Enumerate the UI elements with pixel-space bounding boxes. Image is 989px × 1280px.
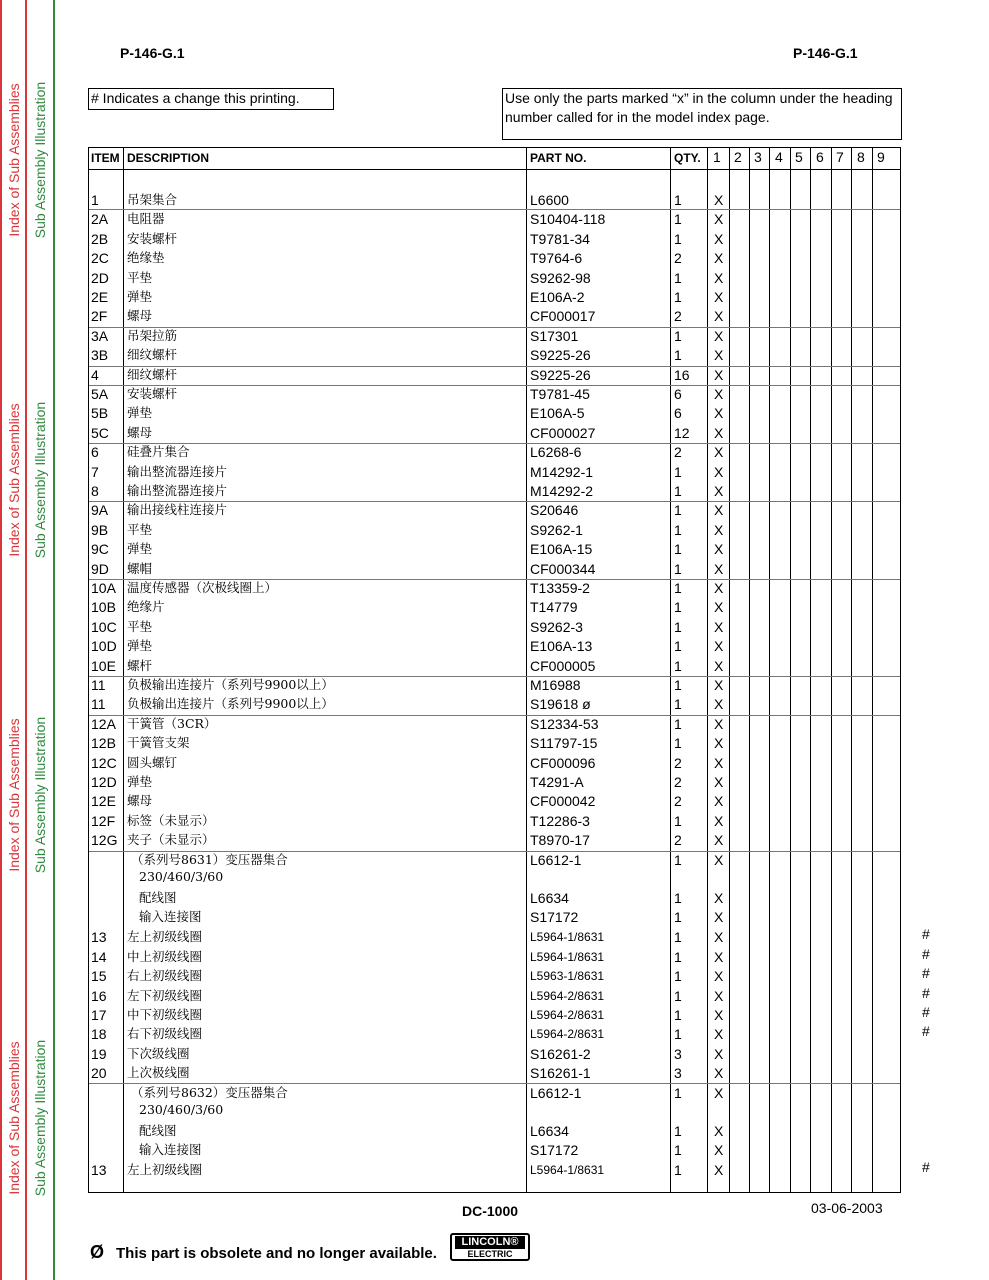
model-1-mark: X (714, 793, 724, 810)
part-number: L6268-6 (530, 444, 582, 461)
item-number: 9B (91, 521, 109, 538)
group-separator (89, 443, 901, 444)
item-number: 5B (91, 405, 109, 422)
part-number: L5964-2/8631 (530, 1008, 605, 1022)
part-description: 230/460/3/60 (139, 869, 224, 884)
item-number: 18 (91, 1026, 107, 1042)
model-1-mark: X (714, 774, 724, 790)
quantity: 2 (674, 793, 682, 810)
item-number: 1 (91, 192, 99, 208)
part-description: 右下初级线圈 (127, 1026, 203, 1041)
part-description: 标签（未显示） (127, 812, 215, 828)
page-code-right: P-146-G.1 (793, 45, 858, 61)
part-number: CF000042 (530, 793, 596, 810)
item-number: 2A (91, 211, 109, 228)
nav-link-sub-assembly-illustration[interactable]: Sub Assembly Illustration (32, 1039, 48, 1197)
item-number: 2C (91, 250, 109, 267)
part-number: S17172 (530, 1142, 579, 1158)
quantity: 1 (674, 638, 682, 655)
part-description: （系列号8632）变压器集合 (131, 1085, 288, 1100)
part-number: T12286-3 (530, 812, 590, 829)
model-1-mark: X (714, 1046, 724, 1062)
nav-link-index-of-sub-assemblies[interactable]: Index of Sub Assemblies (5, 1041, 22, 1195)
model-1-mark: X (714, 560, 724, 577)
model-1-mark: X (714, 289, 724, 305)
part-description: 左上初级线圈 (127, 1162, 203, 1177)
model-1-mark: X (714, 580, 724, 596)
quantity: 1 (674, 1123, 682, 1139)
item-number: 12F (91, 812, 116, 829)
part-number: L5963-1/8631 (530, 969, 605, 983)
part-description: 螺母 (127, 793, 153, 809)
quantity: 1 (674, 521, 682, 538)
part-description: 圆头螺钉 (127, 754, 178, 770)
quantity: 12 (674, 424, 690, 441)
part-number: S9225-26 (530, 366, 591, 383)
quantity: 2 (674, 774, 682, 790)
quantity: 3 (674, 1065, 682, 1081)
obsolete-text: This part is obsolete and no longer available. (116, 1245, 437, 1262)
nav-link-index-of-sub-assemblies[interactable]: Index of Sub Assemblies (5, 403, 22, 557)
header-qty: QTY. (674, 151, 701, 165)
part-number: T13359-2 (530, 580, 590, 596)
part-number: L6634 (530, 1123, 569, 1139)
item-number: 12B (91, 735, 116, 752)
part-number: S20646 (530, 502, 579, 519)
part-description: 螺母 (127, 308, 153, 324)
part-number: S10404-118 (530, 211, 606, 228)
quantity: 1 (674, 269, 682, 286)
model-1-mark: X (714, 1007, 724, 1023)
header-item: ITEM (91, 151, 120, 165)
quantity: 1 (674, 812, 682, 829)
item-number: 3B (91, 347, 109, 364)
model-1-mark: X (714, 405, 724, 422)
quantity: 1 (674, 1142, 682, 1158)
quantity: 2 (674, 832, 682, 849)
model-1-mark: X (714, 192, 724, 208)
header-model-6: 6 (816, 149, 824, 165)
part-description: 负极输出连接片（系列号9900以上） (127, 677, 334, 692)
part-description: 安装螺杆 (127, 230, 178, 246)
model-1-mark: X (714, 230, 724, 247)
part-description: 下次级线圈 (127, 1046, 190, 1061)
print-date: 03-06-2003 (811, 1200, 883, 1216)
model-1-mark: X (714, 638, 724, 655)
group-separator (89, 209, 901, 210)
item-number: 10C (91, 618, 117, 635)
model-1-mark: X (714, 949, 724, 965)
logo-lincoln: LINCOLN® (455, 1236, 525, 1249)
part-description: 配线图 (139, 890, 177, 905)
part-number: L5964-1/8631 (530, 930, 605, 944)
item-number: 12D (91, 774, 117, 790)
quantity: 1 (674, 657, 682, 674)
change-marker: # (922, 946, 930, 962)
quantity: 1 (674, 735, 682, 752)
item-number: 10B (91, 599, 116, 616)
part-number: S16261-1 (530, 1065, 591, 1081)
model-1-mark: X (714, 269, 724, 286)
part-description: 左上初级线圈 (127, 929, 203, 944)
header-model-7: 7 (836, 149, 844, 165)
part-description: 绝缘垫 (127, 250, 165, 266)
item-number: 16 (91, 988, 107, 1004)
item-number: 11 (91, 677, 106, 693)
model-1-mark: X (714, 211, 724, 228)
item-number: 17 (91, 1007, 107, 1023)
quantity: 1 (674, 230, 682, 247)
part-description: 螺杆 (127, 657, 153, 673)
model-1-mark: X (714, 754, 724, 771)
part-description: 负极输出连接片（系列号9900以上） (127, 696, 334, 712)
model-1-mark: X (714, 968, 724, 984)
part-description: 左下初级线圈 (127, 988, 203, 1003)
part-number: E106A-2 (530, 289, 585, 305)
header-model-4: 4 (775, 149, 783, 165)
nav-link-index-of-sub-assemblies[interactable]: Index of Sub Assemblies (5, 83, 22, 237)
model-1-mark: X (714, 483, 724, 499)
part-description: 右上初级线圈 (127, 968, 203, 983)
header-part-no: PART NO. (530, 151, 587, 165)
part-description: 硅叠片集合 (127, 444, 190, 460)
item-number: 14 (91, 949, 107, 965)
part-number: T4291-A (530, 774, 584, 790)
quantity: 1 (674, 289, 682, 305)
part-number: L5964-1/8631 (530, 950, 605, 964)
part-description: 夹子（未显示） (127, 832, 215, 848)
obsolete-note (90, 1242, 437, 1263)
part-description: 平垫 (127, 521, 153, 537)
part-description: 平垫 (127, 269, 153, 285)
part-description: 输出接线柱连接片 (127, 502, 228, 518)
part-number: S16261-2 (530, 1046, 591, 1062)
model-1-mark: X (714, 541, 724, 558)
quantity: 1 (674, 599, 682, 616)
change-marker: # (922, 1004, 930, 1020)
change-note: # Indicates a change this printing. (88, 88, 334, 110)
model-1-mark: X (714, 657, 724, 674)
part-number: S9262-98 (530, 269, 591, 286)
quantity: 1 (674, 677, 682, 693)
nav-link-sub-assembly-illustration[interactable]: Sub Assembly Illustration (32, 401, 48, 559)
quantity: 1 (674, 1162, 682, 1178)
model-1-mark: X (714, 988, 724, 1004)
part-description: 中下初级线圈 (127, 1007, 203, 1022)
quantity: 1 (674, 949, 682, 965)
part-number: L6612-1 (530, 852, 582, 868)
part-number: T8970-17 (530, 832, 590, 849)
header-model-8: 8 (857, 149, 865, 165)
model-1-mark: X (714, 929, 724, 945)
quantity: 16 (674, 366, 690, 383)
part-number: E106A-5 (530, 405, 585, 422)
header-description: DESCRIPTION (127, 151, 210, 165)
quantity: 1 (674, 618, 682, 635)
model-1-mark: X (714, 502, 724, 519)
item-number: 10D (91, 638, 117, 655)
part-description: 吊架拉筋 (127, 327, 178, 343)
header-model-1: 1 (713, 149, 721, 165)
part-number: L6600 (530, 192, 569, 208)
part-number: L5964-2/8631 (530, 1027, 605, 1041)
model-1-mark: X (714, 1123, 724, 1139)
part-number: S17301 (530, 327, 579, 344)
quantity: 1 (674, 968, 682, 984)
group-separator (89, 385, 901, 386)
model-1-mark: X (714, 618, 724, 635)
model-1-mark: X (714, 735, 724, 752)
part-number: L6634 (530, 890, 569, 906)
quantity: 1 (674, 1007, 682, 1023)
part-number: L5964-2/8631 (530, 989, 605, 1003)
model-1-mark: X (714, 250, 724, 267)
item-number: 10E (91, 657, 116, 674)
header-model-9: 9 (877, 149, 885, 165)
quantity: 1 (674, 696, 682, 713)
change-marker: # (922, 926, 930, 942)
model-1-mark: X (714, 715, 724, 732)
item-number: 7 (91, 463, 99, 480)
item-number: 8 (91, 483, 99, 499)
item-number: 9A (91, 502, 109, 519)
group-separator (89, 327, 901, 328)
part-description: 细纹螺杆 (127, 366, 178, 382)
quantity: 1 (674, 852, 682, 868)
part-number: M14292-1 (530, 463, 594, 480)
part-description: 输出整流器连接片 (127, 483, 228, 498)
model-1-mark: X (714, 308, 724, 325)
nav-strip-index (0, 0, 27, 1280)
part-description: 弹垫 (127, 541, 153, 557)
quantity: 1 (674, 929, 682, 945)
part-description: 干簧管（3CR） (127, 715, 217, 731)
part-number: T9781-45 (530, 386, 590, 402)
model-1-mark: X (714, 347, 724, 364)
item-number: 2E (91, 289, 109, 305)
item-number: 9C (91, 541, 109, 558)
part-description: 中上初级线圈 (127, 949, 203, 964)
item-number: 15 (91, 968, 107, 984)
part-description: 230/460/3/60 (139, 1102, 224, 1117)
model-1-mark: X (714, 1065, 724, 1081)
quantity: 2 (674, 250, 682, 267)
quantity: 6 (674, 386, 682, 402)
part-number: T9781-34 (530, 230, 590, 247)
quantity: 1 (674, 988, 682, 1004)
part-number: S12334-53 (530, 715, 599, 732)
part-number: CF000017 (530, 308, 596, 325)
item-number: 2F (91, 308, 108, 325)
quantity: 1 (674, 909, 682, 925)
item-number: 5C (91, 424, 109, 441)
part-number: CF000096 (530, 754, 596, 771)
quantity: 1 (674, 502, 682, 519)
model-1-mark: X (714, 1026, 724, 1042)
part-number: S19618 ø (530, 696, 591, 713)
change-marker: # (922, 1159, 930, 1175)
item-number: 2B (91, 230, 109, 247)
page-code-left: P-146-G.1 (120, 45, 185, 61)
part-number: L5964-1/8631 (530, 1163, 605, 1177)
part-description: 输入连接图 (139, 909, 202, 924)
part-number: S9225-26 (530, 347, 591, 364)
obsolete-symbol: Ø (90, 1242, 105, 1262)
item-number: 2D (91, 269, 109, 286)
model-1-mark: X (714, 1085, 724, 1101)
part-description: 干簧管支架 (127, 735, 190, 751)
model-1-mark: X (714, 463, 724, 480)
part-number: S11797-15 (530, 735, 598, 752)
item-number: 5A (91, 386, 109, 402)
part-description: 平垫 (127, 618, 153, 634)
model-name: DC-1000 (462, 1203, 519, 1219)
part-number: S17172 (530, 909, 579, 925)
part-description: 电阻器 (127, 211, 165, 227)
part-number: E106A-15 (530, 541, 593, 558)
quantity: 1 (674, 347, 682, 364)
part-number: CF000027 (530, 424, 596, 441)
model-1-mark: X (714, 696, 724, 713)
header-model-5: 5 (795, 149, 803, 165)
usage-note: Use only the parts marked “x” in the column under the heading number called for in the model index page. (502, 88, 902, 140)
change-marker: # (922, 1023, 930, 1039)
quantity: 1 (674, 541, 682, 558)
quantity: 3 (674, 1046, 682, 1062)
part-number: T14779 (530, 599, 578, 616)
item-number: 12C (91, 754, 117, 771)
model-1-mark: X (714, 677, 724, 693)
quantity: 1 (674, 890, 682, 906)
change-marker: # (922, 965, 930, 981)
quantity: 1 (674, 463, 682, 480)
quantity: 1 (674, 1026, 682, 1042)
part-number: T9764-6 (530, 250, 583, 267)
part-description: 细纹螺杆 (127, 347, 178, 363)
item-number: 3A (91, 327, 109, 344)
nav-link-sub-assembly-illustration[interactable]: Sub Assembly Illustration (32, 81, 48, 239)
quantity: 1 (674, 715, 682, 732)
part-description: （系列号8631）变压器集合 (131, 852, 288, 867)
item-number: 13 (91, 1162, 107, 1178)
quantity: 1 (674, 211, 682, 228)
item-number: 10A (91, 580, 116, 596)
quantity: 1 (674, 560, 682, 577)
part-description: 弹垫 (127, 638, 153, 654)
quantity: 2 (674, 444, 682, 461)
item-number: 12G (91, 832, 118, 849)
lincoln-electric-logo (450, 1233, 530, 1261)
nav-link-sub-assembly-illustration[interactable]: Sub Assembly Illustration (32, 716, 48, 874)
part-description: 吊架集合 (127, 192, 178, 207)
item-number: 6 (91, 444, 99, 461)
quantity: 1 (674, 192, 682, 208)
item-number: 11 (91, 696, 106, 713)
item-number: 12A (91, 715, 116, 732)
item-number: 20 (91, 1065, 107, 1081)
part-description: 绝缘片 (127, 599, 165, 615)
model-1-mark: X (714, 1142, 724, 1158)
quantity: 2 (674, 308, 682, 325)
quantity: 2 (674, 754, 682, 771)
group-separator (89, 1083, 901, 1084)
model-1-mark: X (714, 521, 724, 538)
part-number: L6612-1 (530, 1085, 582, 1101)
model-1-mark: X (714, 599, 724, 616)
model-1-mark: X (714, 424, 724, 441)
model-1-mark: X (714, 444, 724, 461)
part-description: 安装螺杆 (127, 386, 178, 401)
group-separator (89, 366, 901, 367)
part-description: 输入连接图 (139, 1142, 202, 1157)
item-number: 12E (91, 793, 116, 810)
item-number: 4 (91, 366, 99, 383)
model-1-mark: X (714, 852, 724, 868)
model-1-mark: X (714, 832, 724, 849)
part-description: 温度传感器（次极线圈上） (127, 580, 278, 595)
nav-link-index-of-sub-assemblies[interactable]: Index of Sub Assemblies (5, 718, 22, 872)
part-description: 输出整流器连接片 (127, 463, 228, 479)
part-description: 弹垫 (127, 405, 153, 421)
model-1-mark: X (714, 812, 724, 829)
part-number: M14292-2 (530, 483, 594, 499)
nav-strip-illustration (27, 0, 55, 1280)
header-model-3: 3 (754, 149, 762, 165)
quantity: 1 (674, 580, 682, 596)
part-number: S9262-1 (530, 521, 583, 538)
quantity: 6 (674, 405, 682, 422)
header-model-2: 2 (734, 149, 742, 165)
part-description: 上次极线圈 (127, 1065, 190, 1080)
quantity: 1 (674, 327, 682, 344)
model-1-mark: X (714, 386, 724, 402)
part-number: CF000005 (530, 657, 596, 674)
part-number: CF000344 (530, 560, 596, 577)
part-description: 弹垫 (127, 774, 153, 789)
item-number: 19 (91, 1046, 107, 1062)
item-number: 9D (91, 560, 109, 577)
logo-electric: ELECTRIC (467, 1249, 513, 1259)
quantity: 1 (674, 1085, 682, 1101)
model-1-mark: X (714, 1162, 724, 1178)
model-1-mark: X (714, 327, 724, 344)
model-1-mark: X (714, 366, 724, 383)
part-description: 配线图 (139, 1123, 177, 1138)
part-number: M16988 (530, 677, 581, 693)
parts-table (88, 147, 901, 1193)
model-1-mark: X (714, 890, 724, 906)
part-description: 弹垫 (127, 289, 153, 304)
item-number: 13 (91, 929, 107, 945)
part-number: E106A-13 (530, 638, 593, 655)
quantity: 1 (674, 483, 682, 499)
part-description: 螺帽 (127, 560, 153, 576)
model-1-mark: X (714, 909, 724, 925)
change-marker: # (922, 985, 930, 1001)
part-description: 螺母 (127, 424, 153, 440)
part-number: S9262-3 (530, 618, 583, 635)
